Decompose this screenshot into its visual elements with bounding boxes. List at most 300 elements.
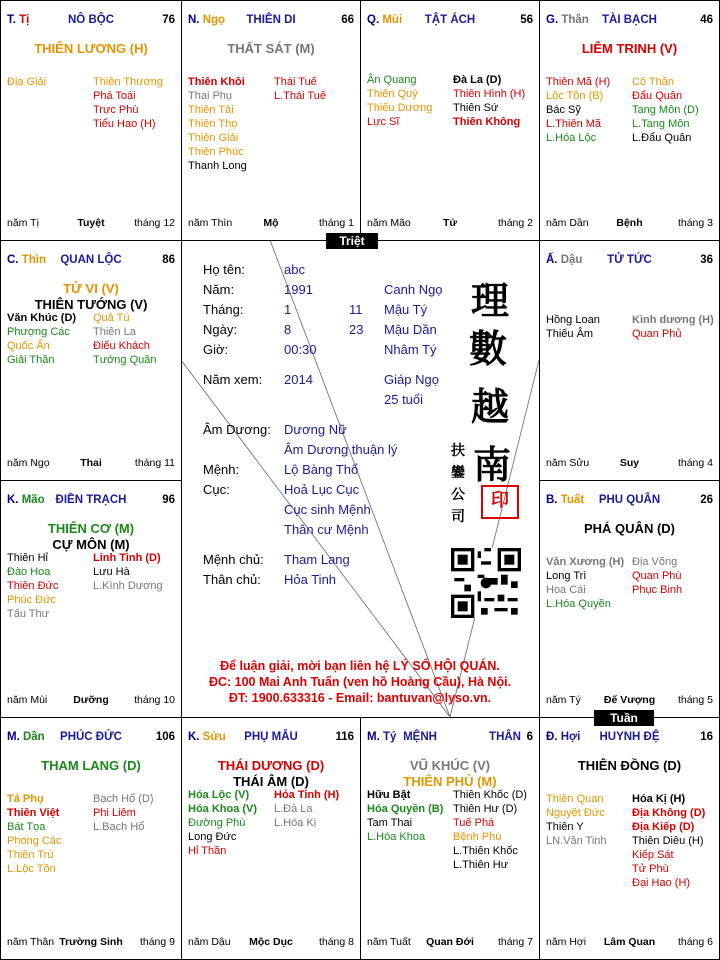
star-item: Long Đức [188,831,237,843]
palace-name: PHU QUÂN [598,494,661,506]
palace-footer [546,936,713,949]
star-item: Bác Sỹ [546,104,581,116]
branch-label: Tị [19,14,30,26]
star-item: Phúc Đức [7,594,56,606]
main-star: THIÊN CƠ (M) [47,521,135,536]
palace-number: 86 [162,254,175,266]
star-item: Thiên Giải [188,132,239,144]
palace-branch [367,731,396,743]
palace-name: TÀI BẠCH [602,14,657,26]
minor-stars-left [367,788,443,844]
star-item: L.Hóa Lộc [546,132,597,144]
can-label: T. [7,14,16,26]
month-label: tháng 10 [134,694,175,706]
small-calligraphy-char-2: 鑾 [451,465,465,481]
ngay-value: 8 [284,322,292,337]
star-item: Đà La (D) [453,74,502,86]
palace-branch [7,254,46,266]
minor-stars-left [546,792,607,848]
am-duong-value: Dương Nữ [284,422,347,437]
star-item: Tả Phụ [7,793,44,805]
nam-label: Năm: [203,282,235,297]
minor-stars-right [93,75,163,131]
small-calligraphy [451,440,467,528]
star-item: L.Hóa Kị [274,817,317,829]
menh-chu-value: Tham Lang [284,552,350,567]
nam-xem-label: Năm xem: [203,372,263,387]
ho-ten-label: Họ tên: [203,262,245,277]
star-item: Văn Khúc (D) [7,312,77,324]
palace-footer [188,217,354,230]
qr-code[interactable] [451,548,521,618]
palace-branch [546,14,589,26]
minor-stars-left [7,311,76,367]
star-item: Lực Sĩ [367,116,400,128]
menh-value: Lộ Bàng Thổ [284,462,359,477]
nam-xem-value: 2014 [284,372,313,387]
gio-can-chi: Nhâm Tý [384,342,437,357]
palace-name: THIÊN DI [246,14,296,26]
star-item: Ân Quang [367,74,417,86]
star-item: Thiên Phúc [188,146,244,158]
star-item: Thái Tuế [274,76,317,88]
minor-stars-right [274,788,339,830]
star-item: L.Thái Tuế [274,90,326,102]
life-stage: Tử [442,217,458,229]
star-item: Hồng Loan [546,314,600,326]
main-star: THÁI ÂM (D) [233,774,309,789]
palace-name: NÔ BỘC [68,14,114,26]
main-star: THÁI DƯƠNG (D) [217,758,325,773]
palace-footer [7,457,175,470]
contact-address: ĐC: 100 Mai Anh Tuấn (ven hồ Hoàng Cầu), Hà Nội. [208,675,512,689]
palace-header [367,14,533,28]
star-item: Tam Thai [367,817,413,829]
life-stage: Bệnh [616,217,643,229]
can-label: G. [546,14,559,26]
branch-label: Tuất [560,494,585,506]
calligraphy-char-1: 理 [471,278,510,323]
branch-label: Ngọ [202,14,226,26]
palace-header [7,254,175,268]
month-label: tháng 6 [677,936,713,948]
calligraphy-char-3: 越 [471,384,510,429]
year-label: năm Ngọ [7,457,50,469]
star-item: Địa Không (D) [632,807,706,819]
calligraphy-char-4: 南 [473,442,512,487]
palace-tuat[interactable] [539,480,720,718]
calligraphy-char-2: 數 [469,326,508,371]
year-label: năm Tý [546,694,581,706]
can-label: K. [188,731,200,743]
year-label: năm Thìn [188,217,233,229]
month-label: tháng 1 [318,217,354,229]
star-item: Đường Phù [188,817,246,829]
palace-header [546,731,713,745]
branch-label: Dần [22,731,45,743]
star-item: Phi Liêm [93,807,136,819]
main-star: THIÊN PHỦ (M) [403,774,497,789]
star-item: Hỉ Thần [188,845,227,857]
palace-than[interactable] [539,0,720,241]
palace-number: 56 [520,14,533,26]
branch-label: Mão [21,494,45,506]
star-item: Hóa Kị (H) [632,793,686,805]
month-label: tháng 3 [677,217,713,229]
thang-am-value: 11 [349,302,363,317]
year-label: năm Thân [7,936,55,948]
palace-branch [7,494,45,506]
star-item: Tử Phù [632,863,669,875]
contact-phone-email[interactable]: ĐT: 1900.633316 - Email: bantuvan@lyso.vn. [228,691,492,705]
star-item: L.Đẩu Quân [632,132,692,144]
palace-number: 96 [162,494,175,506]
star-item: Thiên Khốc (D) [453,789,527,801]
star-item: Thiên Hư (D) [453,803,518,815]
star-item: Linh Tinh (D) [93,552,161,564]
year-label: năm Tuất [367,936,411,948]
palace-footer [546,217,713,230]
star-item: L.Thiên Hư [453,859,509,871]
star-item: Quốc Ấn [7,340,50,352]
life-stage: Mộ [263,217,279,229]
palace-ti[interactable] [0,0,182,241]
star-item: Thiên Mã (H) [546,76,611,88]
minor-stars-right [93,311,157,367]
star-item: Nguyệt Đức [546,807,605,819]
palace-header [7,731,175,745]
minor-stars-left [7,551,58,621]
palace-footer [546,694,713,707]
star-item: Thiên Trù [7,849,54,861]
star-item: LN.Văn Tinh [546,835,607,847]
palace-number: 46 [700,14,713,26]
star-item: Phá Toái [93,90,136,102]
star-item: Quả Tú [93,312,130,324]
life-stage: Trường Sinh [59,936,123,948]
palace-name: TỬ TỨC [607,254,652,266]
year-label: năm Hợi [546,936,587,948]
minor-stars-left [546,555,624,611]
star-item: Thiên La [93,326,136,338]
branch-label: Dậu [560,254,583,266]
star-item: Thiếu Âm [546,328,594,340]
star-item: Thiên Thọ [188,118,238,130]
life-stage: Thai [80,457,102,469]
ho-ten-value: abc [284,262,305,277]
star-item: L.Tang Môn [632,118,690,130]
than-cu-value: Thân cư Mệnh [284,522,369,537]
branch-label: Thân [561,14,589,26]
star-item: Quan Phù [632,570,682,582]
main-star: THAM LANG (D) [41,758,141,773]
star-item: L.Kình Dương [93,580,163,592]
star-item: Phong Các [7,835,62,847]
palace-branch [546,731,580,743]
can-label: K. [7,494,19,506]
red-seal: 印 [481,485,519,519]
palace-number: 76 [162,14,175,26]
life-stage: Mộc Dục [249,936,293,948]
nam-can-chi: Canh Ngọ [384,282,443,297]
star-item: Tấu Thư [7,608,50,620]
palace-footer [367,217,533,230]
am-duong-relation: Âm Dương thuận lý [284,442,398,457]
star-item: Thiên Y [546,821,584,833]
ngay-label: Ngày: [203,322,237,337]
palace-number: 16 [700,731,713,743]
branch-label: Tý [382,731,397,743]
contact-line-1: Để luận giải, mời bạn liên hệ LÝ SỐ HỘI QUÁN. [220,659,500,673]
branch-label: Thìn [21,254,46,266]
star-item: Kiếp Sát [632,849,674,861]
life-stage: Lâm Quan [603,936,656,948]
main-star: LIÊM TRINH (V) [581,41,678,56]
star-item: Hỏa Tinh (H) [274,789,340,801]
palace-hoi[interactable] [539,717,720,960]
star-item: L.Đà La [274,803,313,815]
palace-header [367,731,533,745]
star-item: Thiên Hình (H) [453,88,526,100]
palace-dan[interactable] [0,717,182,960]
month-label: tháng 9 [139,936,175,948]
star-item: Thanh Long [188,160,247,172]
palace-header [7,14,175,28]
palace-header [7,494,175,508]
month-label: tháng 11 [134,457,175,469]
star-item: Lộc Tồn (B) [546,90,604,102]
star-item: Hóa Lộc (V) [188,789,250,801]
month-label: tháng 2 [497,217,533,229]
star-item: Điếu Khách [93,340,150,352]
palace-footer [188,936,354,949]
star-item: Thiên Không [453,116,521,128]
small-calligraphy-char-4: 司 [451,509,465,525]
palace-footer [546,457,713,470]
month-label: tháng 4 [677,457,713,469]
star-item: Tuế Phá [453,817,495,829]
thang-label: Tháng: [203,302,244,317]
center-info-panel [181,240,539,717]
minor-stars-left [7,75,46,89]
main-star: PHÁ QUÂN (D) [584,521,675,536]
star-item: Đại Hao (H) [632,877,691,889]
palace-branch [546,254,582,266]
palace-suu[interactable] [181,717,361,960]
star-item: Lưu Hà [93,566,130,578]
palace-number: 36 [700,254,713,266]
can-label: N. [188,14,200,26]
palace-footer [7,694,175,707]
minor-stars-left [367,73,432,129]
star-item: Thai Phụ [188,90,233,102]
branch-label: Hợi [560,731,581,743]
year-label: năm Dần [546,217,589,229]
minor-stars-right [453,73,525,129]
month-label: tháng 5 [677,694,713,706]
palace-branch [188,14,225,26]
minor-stars-left [188,75,247,173]
small-calligraphy-char-3: 公 [451,487,465,503]
palace-mui[interactable] [360,0,540,241]
palace-name: PHÚC ĐỨC [60,731,122,743]
cuc-relation: Cục sinh Mệnh [284,502,371,517]
than-marker: THÂN [489,731,521,743]
year-label: năm Dậu [188,936,231,948]
star-item: Thiên Thương [93,76,164,88]
star-item: Bạch Hổ (D) [93,793,154,805]
life-stage: Quan Đới [426,936,474,948]
star-item: Địa Kiếp (D) [632,821,695,833]
star-item: Tiểu Hao (H) [93,118,156,130]
life-stage: Dưỡng [73,694,109,706]
star-item: Phượng Các [7,326,70,338]
minor-stars-left [188,788,257,858]
life-stage: Đế Vượng [603,694,656,706]
year-label: năm Mùi [7,694,48,706]
can-label: M. [7,731,20,743]
tuan-tag: Tuần [594,710,654,726]
star-item: Bệnh Phù [453,831,502,843]
menh-chu-label: Mệnh chủ: [203,552,264,567]
ngay-can-chi: Mậu Dần [384,322,437,337]
star-item: Bát Tọa [7,821,46,833]
star-item: Thiên Quan [546,793,604,805]
star-item: Cô Thần [632,76,674,88]
branch-label: Sửu [202,731,226,743]
palace-number: 66 [341,14,354,26]
cuc-value: Hoả Lục Cục [284,482,360,497]
palace-footer [367,936,533,949]
star-item: Thiên Diêu (H) [632,835,704,847]
star-item: L.Hóa Quyền [546,598,611,610]
star-item: Đào Hoa [7,566,51,578]
star-item: Văn Xương (H) [546,556,625,568]
minor-stars-left [546,75,610,145]
palace-name: TẬT ÁCH [424,14,476,26]
palace-dau[interactable] [539,240,720,481]
life-stage: Tuyệt [77,217,105,229]
palace-ngo[interactable] [181,0,361,241]
minor-stars-left [546,313,600,341]
minor-stars-right [632,555,682,597]
am-duong-label: Âm Dương: [203,422,271,437]
star-item: Địa Võng [632,556,678,568]
palace-header [188,14,354,28]
branch-label: Mùi [382,14,403,26]
star-item: Thiên Việt [7,807,60,819]
cuc-label: Cục: [203,482,230,497]
year-label: năm Tị [7,217,39,229]
can-label: Đ. [546,731,558,743]
minor-stars-right [453,788,527,872]
star-item: Thiên Quý [367,88,418,100]
palace-number: 106 [155,731,175,743]
can-label: Q. [367,14,380,26]
small-calligraphy-char-1: 扶 [451,443,465,459]
can-label: C. [7,254,19,266]
tuoi-value: 25 tuổi [384,392,424,407]
star-item: Thiên Sứ [453,102,499,114]
minor-stars-right [274,75,326,103]
star-item: L.Bạch Hổ [93,821,145,833]
star-item: Hóa Quyền (B) [367,803,444,815]
palace-name: ĐIỀN TRẠCH [55,494,127,506]
star-item: Tang Môn (D) [632,104,699,116]
palace-thin[interactable] [0,240,182,481]
star-item: L.Hóa Khoa [367,831,426,843]
can-label: M. [367,731,380,743]
star-item: Giải Thần [7,354,55,366]
triet-tag: Triệt [326,233,378,249]
star-item: Hoa Cái [546,584,586,596]
palace-branch [367,14,402,26]
main-star: VŨ KHÚC (V) [409,758,491,773]
menh-label: Mệnh: [203,462,240,477]
minor-stars-left [7,792,61,876]
year-label: năm Sửu [546,457,590,469]
palace-name: HUYNH ĐỆ [599,731,660,743]
minor-stars-right [632,75,699,145]
year-label: năm Mão [367,217,411,229]
ngay-am-value: 23 [349,322,364,337]
palace-mao[interactable] [0,480,182,718]
star-item: Long Trì [546,570,587,582]
can-label: Ấ. [546,254,558,266]
star-item: Hữu Bật [367,789,411,801]
palace-branch [188,731,226,743]
star-item: Thiếu Dương [367,102,433,114]
main-star: THIÊN ĐỒNG (D) [577,758,682,773]
gio-label: Giờ: [203,342,229,357]
star-item: L.Thiên Mã [546,118,602,130]
month-label: tháng 12 [134,217,175,229]
main-star: THẤT SÁT (M) [227,41,315,56]
gio-value: 00:30 [284,342,317,357]
palace-name: MỆNH [403,731,437,743]
star-item: Kình dương (H) [632,314,714,326]
palace-branch [7,731,45,743]
palace-header [546,254,713,268]
minor-stars-right [93,792,154,834]
palace-name: PHỤ MẪU [244,731,298,743]
star-item: L.Thiên Khốc [453,845,518,857]
palace-ty[interactable] [360,717,540,960]
star-item: Quan Phủ [632,328,682,340]
nam-xem-can-chi: Giáp Ngọ [384,372,439,387]
main-star: THIÊN LƯƠNG (H) [34,41,148,56]
palace-header [546,14,713,28]
thang-value: 1 [284,302,292,317]
main-star: CỰ MÔN (M) [52,537,130,552]
minor-stars-right [632,313,714,341]
star-item: Thiên Tài [188,104,234,116]
star-item: L.Lộc Tồn [7,863,56,875]
palace-number: 26 [700,494,713,506]
palace-number: 116 [335,731,354,743]
star-item: Đẩu Quân [632,90,683,102]
star-item: Trực Phù [93,104,139,116]
nam-value: 1991 [284,282,313,297]
star-item: Phục Binh [632,584,683,596]
palace-branch [7,14,29,26]
minor-stars-right [93,551,163,593]
minor-stars-right [632,792,705,890]
palace-footer [7,217,175,230]
star-item: Thiên Khôi [188,76,245,88]
palace-footer [7,936,175,949]
star-item: Thiên Đức [7,580,59,592]
